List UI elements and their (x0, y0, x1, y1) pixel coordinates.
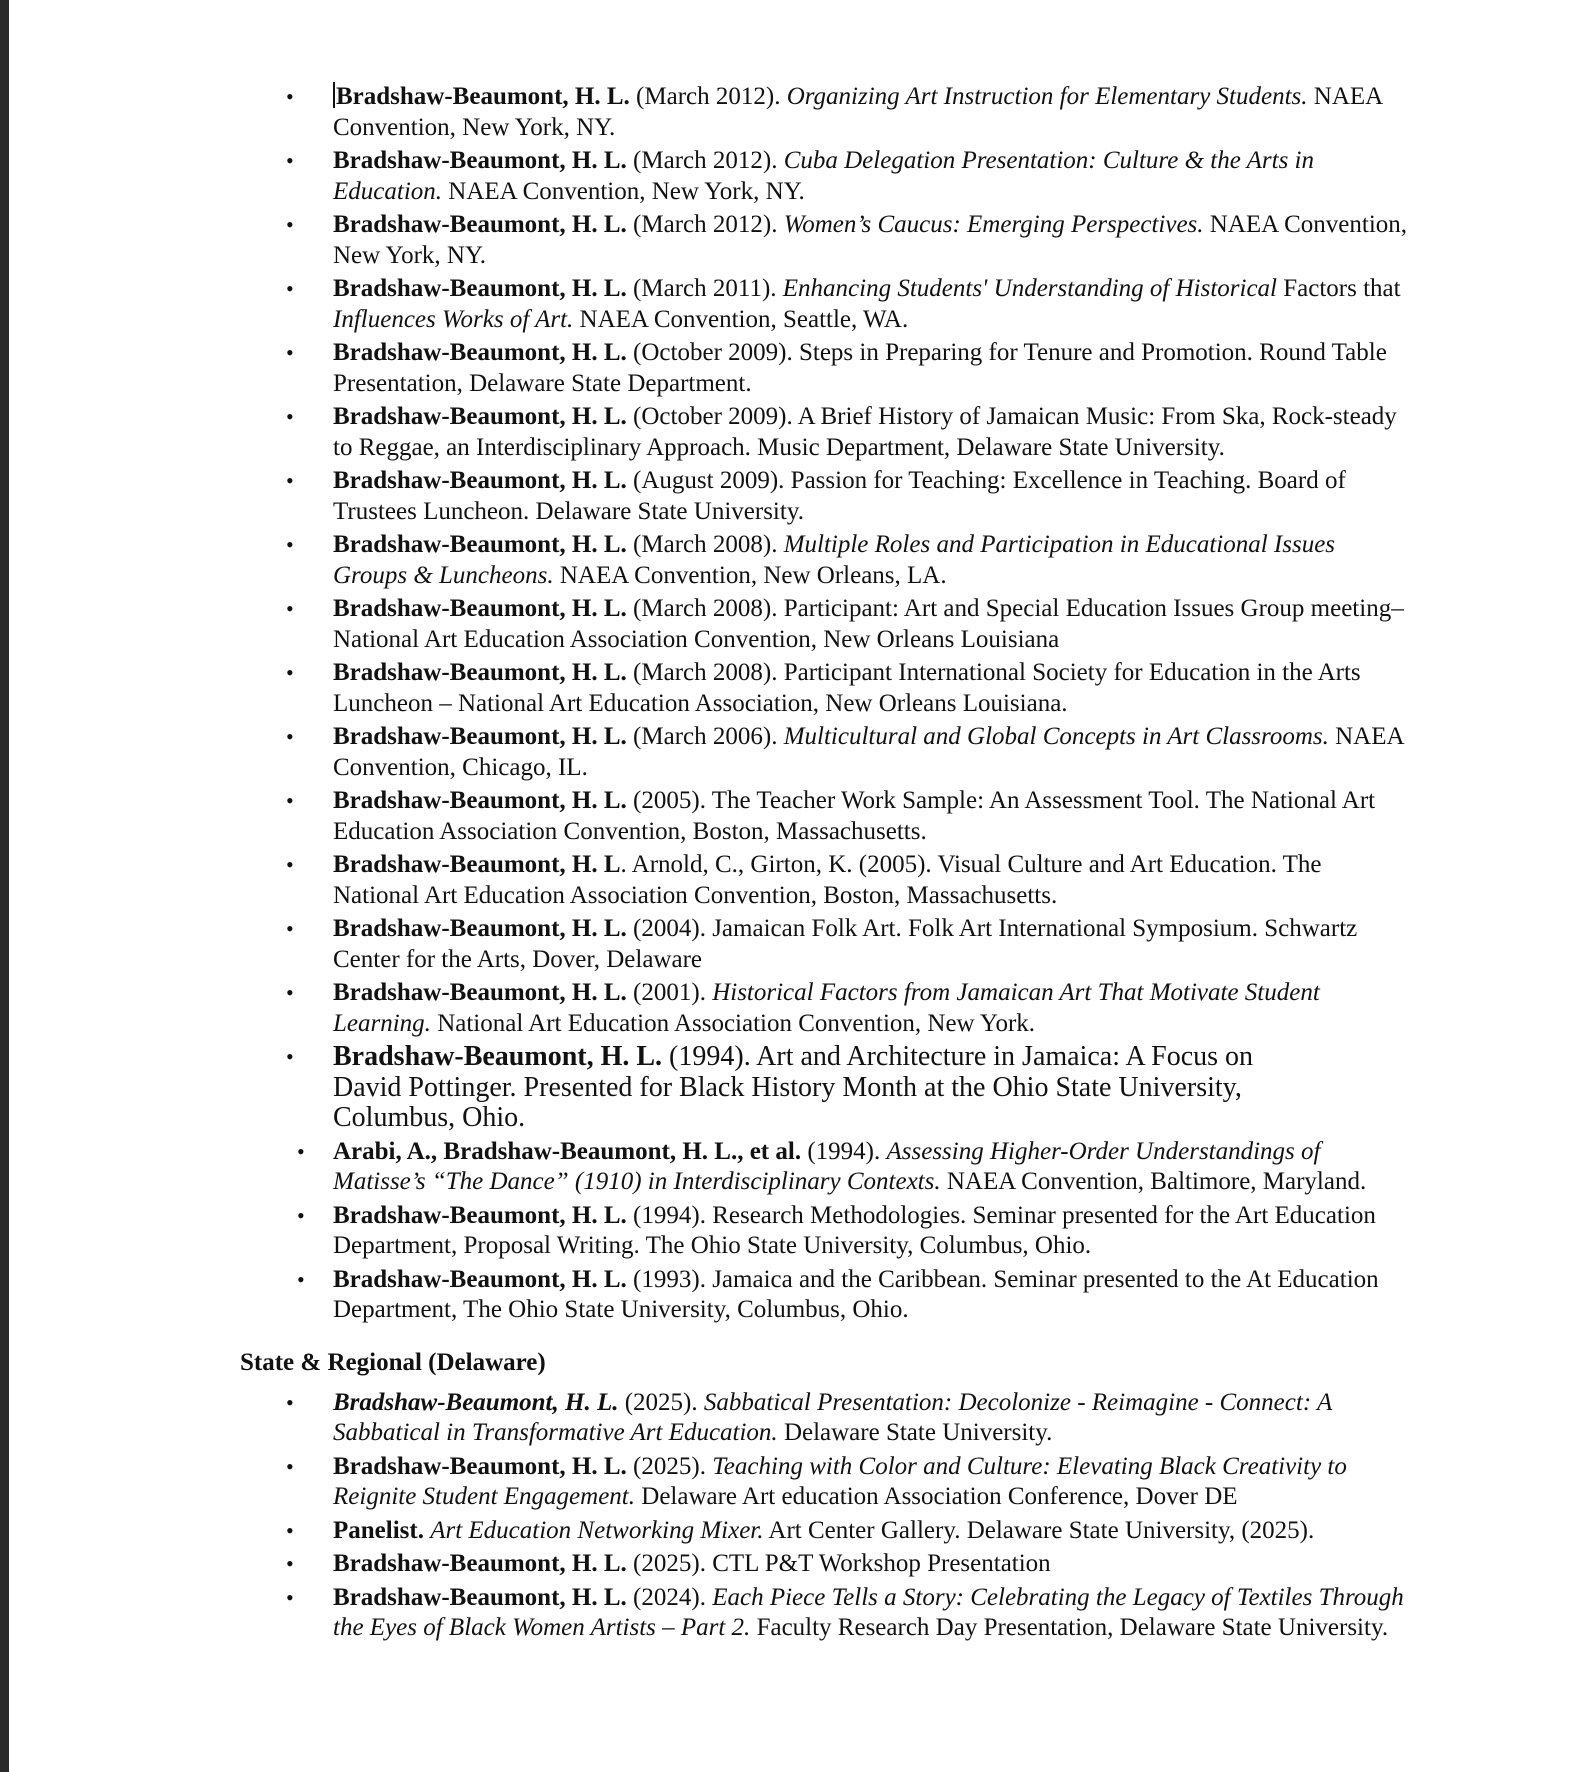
entry-text: (October 2009). A Brief History of Jamaican Music: From Ska, Rock-steady to Reggae, an Interdisciplinary Approach. Music Department, Delaware State University. (333, 403, 1397, 461)
entry-author: Bradshaw-Beaumont, H. L. (333, 1201, 627, 1229)
entry-author: Bradshaw-Beaumont, H. L. (333, 275, 627, 302)
entry-venue: NAEA Convention, New Orleans, LA. (553, 561, 947, 589)
list-item (9, 850, 1413, 911)
list-item (9, 1388, 1413, 1449)
entry-author: Bradshaw-Beaumont, H. L. (333, 531, 627, 558)
list-item (9, 722, 1413, 783)
entry-date: (March 2012). (629, 83, 787, 110)
entry-author: Arabi, A., Bradshaw-Beaumont, H. L., et al. (333, 1137, 802, 1165)
bullet: • (286, 660, 294, 685)
bullet: • (286, 148, 294, 173)
list-item (9, 786, 1413, 847)
list-item (9, 402, 1413, 463)
document-page (9, 0, 1586, 1772)
entry-title: Assessing Higher-Order Understandings of Matisse’s “The Dance” (1910) in Interdisciplinary Contexts. (333, 1137, 1321, 1195)
list-item (9, 274, 1413, 335)
entry-text: Factors that (1277, 275, 1401, 302)
entry-author: Bradshaw-Beaumont, H. L. (333, 787, 627, 814)
entry-text: (2004). Jamaican Folk Art. Folk Art International Symposium. Schwartz Center for the Arts, Dover, Delaware (333, 915, 1358, 973)
list-item (9, 1583, 1413, 1644)
entry-date: (March 2008). (626, 531, 784, 558)
entry-author: Bradshaw-Beaumont, H. L. (333, 979, 627, 1006)
entry-text: (August 2009). Passion for Teaching: Excellence in Teaching. Board of Trustees Luncheon. Delaware State University. (333, 467, 1346, 525)
entry-title: Women’s Caucus: Emerging Perspectives. (783, 211, 1204, 238)
entry-venue: Delaware Art education Association Conference, Dover DE (635, 1483, 1238, 1510)
entry-date: (March 2006). (626, 723, 784, 750)
bullet: • (286, 340, 294, 365)
entry-author: Bradshaw-Beaumont, H. L. (333, 1550, 627, 1577)
entry-author: Bradshaw-Beaumont, H. L. (333, 403, 627, 430)
state-presentations-list (9, 1388, 1586, 1644)
entry-date: (March 2012). (626, 147, 784, 174)
list-item (9, 1137, 1413, 1198)
bullet: • (286, 404, 294, 429)
bullet: • (286, 532, 294, 557)
bullet: • (286, 468, 294, 493)
entry-title: Sabbatical Presentation: Decolonize - Reimagine - Connect: A Sabbatical in Transformative Art Education. (333, 1388, 1332, 1446)
entry-author: Bradshaw-Beaumont, H. L. (333, 1388, 619, 1416)
entry-venue: NAEA Convention, New York, NY. (333, 211, 1408, 269)
entry-text: (2025). CTL P&T Workshop Presentation (626, 1550, 1051, 1577)
entry-text: (1994). Research Methodologies. Seminar presented for the Art Education Department, Proposal Writing. The Ohio State University, Columbus, Ohio. (333, 1201, 1376, 1259)
entry-author: Bradshaw-Beaumont, H. L. (333, 339, 627, 366)
entry-author: Bradshaw-Beaumont, H. L. (333, 1452, 627, 1480)
entry-venue: Faculty Research Day Presentation, Delaware State University. (750, 1614, 1389, 1641)
bullet: • (286, 916, 294, 941)
text-cursor (333, 82, 335, 108)
list-item (9, 146, 1413, 207)
entry-title: Teaching with Color and Culture: Elevating Black Creativity to Reignite Student Engagement. (333, 1452, 1347, 1510)
entry-date: (2001). (626, 979, 713, 1006)
national-presentations-list (9, 82, 1586, 1326)
entry-venue: National Art Education Association Convention, New York. (430, 1009, 1036, 1037)
bullet: • (286, 1044, 294, 1069)
entry-venue: NAEA Convention, Baltimore, Maryland. (940, 1168, 1367, 1195)
entry-venue: NAEA Convention, Seattle, WA. (573, 305, 909, 333)
entry-venue: Delaware State University. (777, 1419, 1053, 1446)
bullet: • (297, 1202, 305, 1228)
entry-text: (October 2009). Steps in Preparing for Tenure and Promotion. Round Table Presentation, Delaware State Department. (333, 339, 1387, 397)
entry-author: Bradshaw-Beaumont, H. L. (333, 1583, 627, 1611)
bullet: • (286, 596, 294, 621)
entry-date: (2025). (626, 1452, 713, 1480)
entry-author: Bradshaw-Beaumont, H. L. (333, 915, 627, 942)
bullet: • (286, 276, 294, 301)
window-edge (0, 0, 9, 1772)
bullet: • (297, 1138, 305, 1164)
list-item (9, 82, 1413, 143)
entry-author: Bradshaw-Beaumont, H. L. (333, 1041, 663, 1072)
entry-date: (2025). (618, 1388, 704, 1416)
entry-title: Each Piece Tells a Story: Celebrating the Legacy of Textiles Through the Eyes of Black Women Artists – Part 2. (333, 1583, 1404, 1641)
list-item (9, 338, 1413, 399)
entry-date: (March 2011). (626, 275, 783, 302)
entry-title: Historical Factors from Jamaican Art That Motivate Student Learning. (333, 979, 1320, 1037)
entry-venue: NAEA Convention, New York, NY. (442, 177, 805, 205)
list-item (9, 978, 1413, 1039)
entry-author: Bradshaw-Beaumont, H. L. (333, 659, 627, 686)
list-item (9, 914, 1413, 975)
entry-author: Bradshaw-Beaumont, H. L. (333, 595, 627, 622)
section-heading-state-regional: State & Regional (Delaware) (240, 1348, 546, 1376)
entry-text: (1994). Art and Architecture in Jamaica: A Focus on David Pottinger. Presented for Black History Month at the Ohio State University, Columbus, Ohio. (333, 1041, 1254, 1133)
entry-author: Panelist. (333, 1516, 424, 1544)
list-item (9, 1516, 1413, 1547)
entry-title-part2: Influences Works of Art. (333, 305, 574, 333)
entry-date: (1994). (801, 1137, 887, 1165)
list-item (9, 1265, 1413, 1326)
bullet: • (286, 1453, 294, 1479)
entry-author: Bradshaw-Beaumont, H. L. (333, 723, 627, 750)
entry-text: (1993). Jamaica and the Caribbean. Seminar presented to the At Education Department, The Ohio State University, Columbus, Ohio. (333, 1265, 1379, 1323)
entry-title: Art Education Networking Mixer. (430, 1516, 764, 1544)
entry-venue: NAEA Convention, New York, NY. (333, 83, 1382, 141)
entry-author: Bradshaw-Beaumont, H. L. (333, 467, 627, 494)
bullet: • (286, 1584, 294, 1610)
entry-title: Multicultural and Global Concepts in Art Classrooms. (783, 723, 1329, 750)
entry-text: (March 2008). Participant: Art and Special Education Issues Group meeting– National Art Education Association Convention, New Orleans Louisiana (333, 595, 1404, 653)
list-item (9, 1042, 1263, 1134)
list-item (9, 1549, 1413, 1580)
entry-text: (March 2008). Participant International Society for Education in the Arts Luncheon – National Art Education Association, New Orleans Louisiana. (333, 659, 1361, 717)
bullet: • (286, 84, 294, 109)
entry-author: Bradshaw-Beaumont, H. L. (333, 147, 627, 174)
bullet: • (286, 1517, 294, 1543)
entry-author: Bradshaw-Beaumont, H. L. (333, 211, 627, 238)
entry-title: Enhancing Students' Understanding of Historical (782, 275, 1277, 302)
bullet: • (286, 724, 294, 749)
entry-title: Cuba Delegation Presentation: Culture & the Arts in Education. (333, 147, 1314, 205)
bullet: • (286, 788, 294, 813)
list-item (9, 466, 1413, 527)
entry-author: Bradshaw-Beaumont, H. L. (333, 1265, 627, 1293)
bullet: • (286, 1551, 294, 1576)
bullet: • (286, 980, 294, 1005)
bullet: • (286, 212, 294, 237)
entry-text: . Arnold, C., Girton, K. (2005). Visual Culture and Art Education. The National Art Education Association Convention, Boston, Massachusetts. (333, 851, 1322, 909)
entry-venue: NAEA Convention, Chicago, IL. (333, 723, 1404, 781)
list-item (9, 210, 1413, 271)
list-item (9, 658, 1413, 719)
list-item (9, 594, 1413, 655)
bullet: • (286, 1389, 294, 1415)
entry-author: Bradshaw-Beaumont, H. L (333, 851, 621, 878)
entry-text: (2005). The Teacher Work Sample: An Assessment Tool. The National Art Education Association Convention, Boston, Massachusetts. (333, 787, 1376, 845)
list-item (9, 1452, 1413, 1513)
document-content (9, 82, 1586, 1647)
entry-date: (March 2012). (626, 211, 784, 238)
entry-title: Organizing Art Instruction for Elementary Students. (786, 83, 1308, 110)
entry-venue: Art Center Gallery. Delaware State University, (2025). (763, 1516, 1315, 1544)
entry-author: Bradshaw-Beaumont, H. L. (336, 83, 630, 110)
list-item (9, 530, 1413, 591)
list-item (9, 1201, 1413, 1262)
bullet: • (286, 852, 294, 877)
entry-title: Multiple Roles and Participation in Educational Issues Groups & Luncheons. (333, 531, 1336, 589)
entry-date: (2024). (626, 1583, 713, 1611)
bullet: • (297, 1266, 305, 1292)
